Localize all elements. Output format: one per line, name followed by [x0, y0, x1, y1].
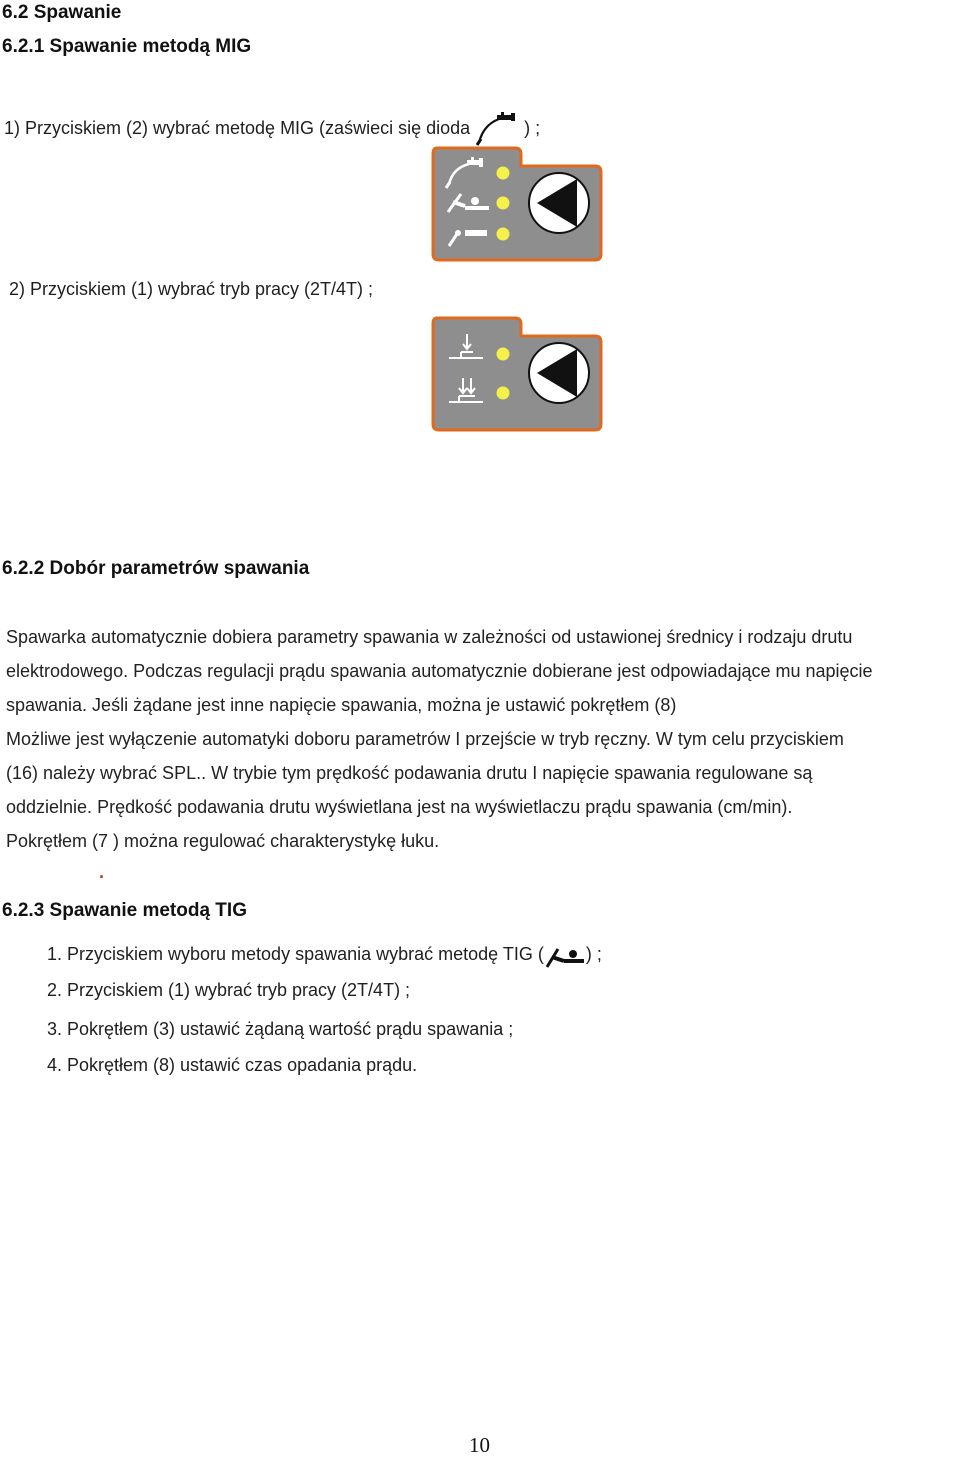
tig-torch-icon — [544, 941, 586, 969]
tig-led — [497, 197, 510, 210]
tig-step-1 — [47, 941, 602, 969]
tig-step-1-text: 1. Przyciskiem wyboru metody spawania wybrać metodę TIG ( — [47, 943, 544, 964]
method-select-panel — [431, 146, 603, 269]
page-number: 10 — [469, 1433, 490, 1457]
mode-select-button[interactable] — [529, 343, 589, 403]
mma-led — [497, 228, 510, 241]
mig-led — [497, 167, 510, 180]
params-line-3: spawania. Jeśli żądane jest inne napięcie spawania, można je ustawić pokrętłem (8) — [6, 695, 677, 715]
params-line-6: oddzielnie. Prędkość podawania drutu wyświetlana jest na wyświetlaczu prądu spawania (cm/min). — [6, 797, 793, 817]
stray-dot: . — [99, 862, 105, 882]
mig-heading: 6.2.1 Spawanie metodą MIG — [2, 36, 252, 57]
mig-torch-icon — [475, 111, 519, 147]
4t-led — [497, 387, 510, 400]
mode-select-panel — [431, 316, 603, 439]
mig-step-1 — [4, 111, 540, 147]
2t-led — [497, 348, 510, 361]
params-line-5: (16) należy wybrać SPL.. W trybie tym prędkość podawania drutu I napięcie spawania regulowane są — [6, 763, 813, 783]
params-line-7: Pokrętłem (7 ) można regulować charakterystykę łuku. — [6, 831, 440, 851]
tig-step-3: 3. Pokrętłem (3) ustawić żądaną wartość prądu spawania ; — [47, 1019, 514, 1039]
params-line-2: elektrodowego. Podczas regulacji prądu spawania automatycznie dobierane jest odpowiadające mu napięcie — [6, 661, 873, 681]
tig-step-2: 2. Przyciskiem (1) wybrać tryb pracy (2T/4T) ; — [47, 980, 411, 1000]
params-heading: 6.2.2 Dobór parametrów spawania — [2, 558, 310, 579]
tig-step-4: 4. Pokrętłem (8) ustawić czas opadania prądu. — [47, 1055, 418, 1075]
tig-heading: 6.2.3 Spawanie metodą TIG — [2, 900, 247, 921]
params-line-4: Możliwe jest wyłączenie automatyki doboru parametrów I przejście w tryb ręczny. W tym celu przyciskiem — [6, 729, 844, 749]
section-title: 6.2 Spawanie — [2, 2, 122, 23]
mig-step-1-text: 1) Przyciskiem (2) wybrać metodę MIG (zaświeci się dioda — [4, 117, 476, 138]
mig-step-1-end: ) ; — [519, 117, 541, 138]
method-select-button[interactable] — [529, 173, 589, 233]
tig-step-1-end: ) ; — [585, 943, 602, 964]
params-line-1: Spawarka automatycznie dobiera parametry spawania w zależności od ustawionej średnicy i rodzaju drutu — [6, 627, 853, 647]
mig-step-2: 2) Przyciskiem (1) wybrać tryb pracy (2T/4T) ; — [9, 279, 374, 299]
